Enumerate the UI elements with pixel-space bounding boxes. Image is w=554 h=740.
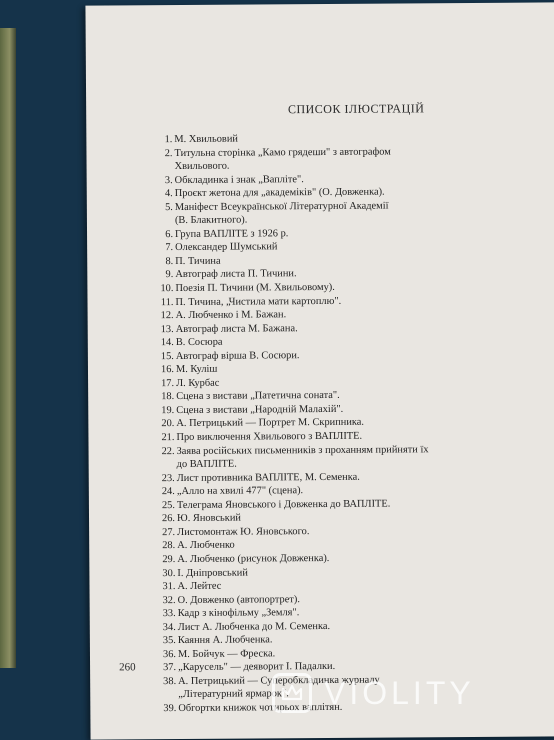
item-text: Титульна сторінка „Камо грядеши" з автографом: [174, 146, 391, 159]
item-number: 9.: [165, 269, 174, 281]
item-number: 24.: [161, 486, 175, 498]
book-page: [85, 2, 554, 739]
item-number: 35.: [162, 635, 176, 647]
item-number: 28.: [162, 540, 176, 552]
item-text: Ю. Яновський: [176, 512, 242, 525]
item-text: П. Тичина, „Чистила мати картоплю".: [175, 295, 342, 308]
item-text: Олександер Шумський: [175, 241, 278, 254]
item-number: 11.: [160, 296, 174, 308]
item-text: М. Хвильовий: [174, 133, 238, 146]
item-number: 38.: [163, 675, 177, 687]
item-text: Автограф листа П. Тичини.: [175, 268, 297, 281]
item-number: 25.: [161, 499, 175, 511]
item-number: 34.: [162, 621, 176, 633]
item-number: 21.: [161, 432, 175, 444]
item-number: 10.: [160, 283, 174, 295]
item-text: Поезія П. Тичини (М. Хвильовому).: [175, 281, 335, 295]
item-text: А. Любченко (рисунок Довженка).: [177, 552, 330, 565]
crown-icon: [272, 673, 312, 713]
item-number: 19.: [161, 404, 175, 417]
item-text: Сцена з вистави „Патетична соната".: [176, 390, 340, 403]
item-number: 37.: [163, 662, 177, 674]
item-text: П. Тичина: [175, 255, 221, 267]
item-text: А. Любченко і М. Бажан.: [175, 309, 287, 322]
item-number: 23.: [161, 472, 175, 484]
adjacent-book-edge: [0, 28, 16, 668]
item-number: 17.: [161, 377, 175, 389]
page-number: 260: [119, 661, 136, 674]
item-text: Маніфест Всеукраїнської Літературної Академії: [174, 200, 389, 213]
item-text: „Літературний ярмарок".: [178, 688, 289, 701]
item-number: 15.: [160, 350, 174, 362]
item-number: 18.: [161, 391, 175, 403]
item-text: А. Любченко: [177, 540, 235, 552]
item-text: Лист противника ВАПЛІТЕ, М. Семенка.: [176, 471, 360, 484]
item-number: 20.: [161, 418, 175, 430]
item-number: 31.: [162, 581, 176, 593]
item-text: Листомонтаж Ю. Яновського.: [177, 525, 310, 538]
item-number: 27.: [162, 526, 176, 538]
item-text: до ВАПЛІТЕ.: [176, 458, 237, 471]
item-text: Обгортки книжок чотирьох ваплітян.: [178, 701, 343, 714]
item-number: 6.: [165, 228, 174, 240]
item-number: 32.: [162, 594, 176, 606]
item-text: Лист А. Любченка до М. Семенка.: [177, 620, 331, 633]
item-text: Автограф вірша В. Сосюри.: [175, 349, 300, 362]
item-number: 4.: [164, 188, 173, 200]
item-text: Л. Курбас: [176, 377, 220, 389]
item-text: Каяння А. Любченка.: [177, 634, 273, 647]
item-text: Група ВАПЛІТЕ з 1926 р.: [175, 228, 289, 240]
item-number: 29.: [162, 553, 176, 566]
item-text: А. Петрицький — Суперобкладинка журналу: [178, 674, 380, 687]
item-text: „Алло на хвилі 477" (сцена).: [176, 485, 304, 498]
item-text: А. Петрицький — Портрет М. Скрипника.: [176, 417, 365, 430]
item-number: 14.: [160, 337, 174, 349]
item-number: 13.: [160, 323, 174, 335]
item-text: Заява російських письменників з проханням прийняти їх: [176, 443, 429, 457]
item-number: 22.: [161, 445, 175, 457]
item-text: Хвильового.: [174, 160, 230, 173]
item-text: М. Куліш: [175, 364, 218, 376]
page-title: СПИСОК ІЛЮСТРАЦІЙ: [287, 101, 425, 117]
item-text: В. Сосюра: [175, 336, 223, 349]
item-text: (В. Блакитного).: [174, 214, 248, 227]
item-number: 39.: [163, 703, 177, 715]
item-number: 33.: [162, 608, 176, 620]
item-number: 7.: [165, 242, 174, 254]
item-text: Про виключення Хвильового з ВАПЛІТЕ.: [176, 430, 363, 444]
item-text: Проєкт жетона для „академіків" (О. Довженка).: [174, 186, 385, 200]
item-number: 1.: [164, 134, 173, 146]
item-text: І. Дніпровський: [177, 567, 248, 579]
watermark-text: VIOLITY: [324, 674, 475, 711]
item-text: Автограф листа М. Бажана.: [175, 322, 298, 335]
item-number: 16.: [160, 364, 175, 376]
item-text: Сцена з вистави „Народній Малахій".: [176, 403, 344, 416]
item-number: 5.: [165, 201, 173, 213]
item-text: „Карусель" — деяворит І. Падалки.: [178, 661, 336, 674]
item-text: Обкладинка і знак „Вапліте".: [174, 173, 304, 186]
item-number: 36.: [162, 648, 177, 660]
item-text: О. Довженко (автопортрет).: [177, 593, 300, 606]
illustrations-list: [86, 130, 554, 716]
item-text: Телеграма Яновського і Довженка до ВАПЛІТЕ.: [176, 498, 391, 511]
item-number: 12.: [160, 310, 174, 322]
item-text: Кадр з кінофільму „Земля".: [177, 607, 300, 620]
item-number: 30.: [162, 567, 176, 579]
item-text: А. Лейтес: [177, 580, 222, 593]
item-text: М. Бойчук — Фреска.: [177, 648, 276, 660]
item-number: 8.: [165, 255, 174, 268]
item-number: 26.: [161, 513, 176, 525]
item-number: 2.: [164, 147, 173, 159]
watermark: [272, 666, 536, 720]
item-number: 3.: [164, 174, 173, 186]
